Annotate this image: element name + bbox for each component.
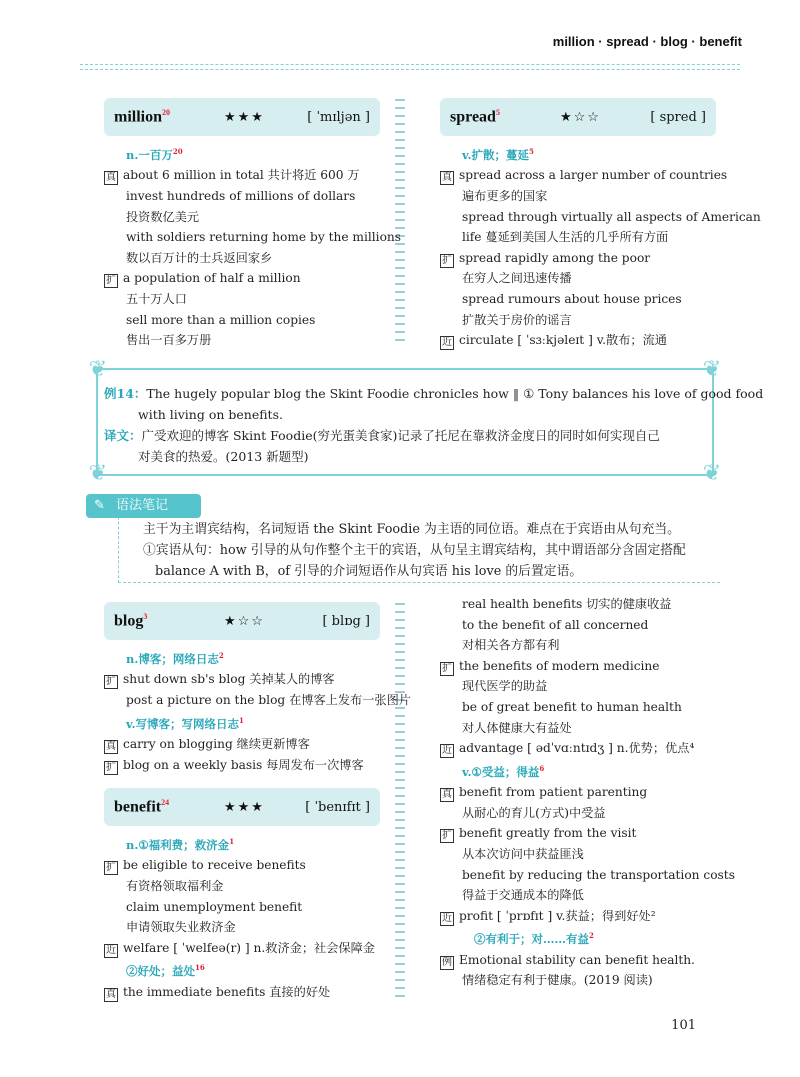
label-tag-icon: 真 [442,789,452,801]
label-tag-icon: 近 [442,337,452,349]
entry-line: 现代医学的助益 [462,679,548,694]
entry-line: 真 benefit from patient parenting [442,785,648,801]
entry-line: 数以百万计的士兵返回家乡 [126,250,273,265]
entry-line: v.扩散；蔓延$^5$ [462,147,534,162]
entry-line: invest hundreds of millions of dollars [126,189,356,204]
phonetic: [ ˈmɪljən ] [307,109,370,125]
ornament-icon: ❦ [88,357,108,382]
entry-line: 近 welfare [ ˈwelfeə(r) ] n.救济金；社会保障金 [106,940,375,956]
entry-million [104,98,402,351]
entry-line: sell more than a million copies [126,312,316,327]
entry-line: 扩 shut down sb's blog 关掉某人的博客 [106,672,335,688]
entry-line: n.博客；网络日志$^2$ [126,651,224,666]
entry-line: to the benefit of all concerned [462,617,649,632]
entry-line: 售出一百多万册 [126,333,212,348]
word-card [104,98,380,136]
entry-line: n.一百万$^{20}$ [126,147,183,162]
entry-blog [104,602,411,775]
column-divider [395,600,405,1000]
word-card [104,788,380,826]
label-tag-icon: 扩 [106,761,116,773]
entry-line: v.①受益；得益$^6$ [462,763,545,779]
label-tag-icon: 近 [106,944,116,956]
word-card [440,98,716,136]
phonetic: [ blɒg ] [322,613,370,629]
ornament-icon: ❦ [702,461,722,486]
phonetic: [ ˈbenɪfɪt ] [305,799,370,815]
entry-line: 真 spread across a larger number of countries [442,168,728,184]
headword: million$^{20}$ [114,107,171,126]
column-divider [395,96,405,346]
frequency-stars: ★★★ [224,799,265,815]
entry-line: claim unemployment benefit [126,899,303,914]
entry-line: 近 advantage [ ədˈvɑːntɪdʒ ] n.优势；优点⁴ [442,741,695,757]
entry-line: benefit by reducing the transportation costs [462,867,735,882]
entry-line: v.写博客；写网络日志$^1$ [126,715,244,731]
entry-line: 扩 blog on a weekly basis 每周发布一次博客 [106,757,364,773]
label-tag-icon: 近 [442,912,452,924]
entry-line: real health benefits 切实的健康收益 [462,597,672,611]
entry-line: 投资数亿美元 [126,209,200,224]
grammar-line: ①宾语从句：how 引导的从句作整个主干的宾语，从句呈主谓宾结构，其中谓语部分含固定搭配 [143,543,686,558]
label-tag-icon: 真 [442,172,452,184]
entry-benefit [104,788,380,1002]
entry-line: ②好处；益处$^{16}$ [126,963,205,979]
header-rule [80,64,740,70]
label-tag-icon: 扩 [106,676,116,688]
entry-line: 近 circulate [ ˈsɜːkjəleɪt ] v.散布；流通 [442,333,667,349]
headword: benefit$^{24}$ [114,797,170,816]
entry-line: be of great benefit to human health [462,699,682,714]
headword: spread$^5$ [450,107,500,126]
label-tag-icon: 扩 [106,862,116,874]
label-tag-icon: 扩 [442,254,452,266]
label-tag-icon: 扩 [442,662,452,674]
entry-line: spread rumours about house prices [462,291,682,306]
headword: blog$^3$ [114,611,148,630]
entry-line: life 蔓延到美国人生活的几乎所有方面 [462,230,669,245]
entry-line: 扩 benefit greatly from the visit [442,826,637,842]
frequency-stars: ★☆☆ [560,109,601,125]
entry-line: 申请领取失业救济金 [126,920,236,935]
frequency-stars: ★★★ [224,109,265,125]
frequency-stars: ★☆☆ [224,613,265,629]
label-tag-icon: 近 [442,745,452,757]
entry-line: 对人体健康大有益处 [462,720,572,735]
label-tag-icon: 例 [442,956,452,968]
entry-line: 扩 the benefits of modern medicine [442,658,660,674]
entry-lines [104,646,411,775]
ornament-icon: ❦ [88,461,108,486]
entry-line: 从耐心的育儿(方式)中受益 [462,805,606,820]
ornament-icon: ❦ [702,357,722,382]
label-tag-icon: 真 [106,988,116,1000]
entry-lines [104,832,380,1002]
entry-line: 五十万人口 [126,291,187,306]
entry-line: with soldiers returning home by the millions [126,230,402,245]
label-tag-icon: 真 [106,741,116,753]
label-tag-icon: 扩 [442,830,452,842]
pen-icon: ✎ [94,498,105,513]
entry-line: 扩 spread rapidly among the poor [442,250,651,266]
example-sentence: 例14：The hugely popular blog the Skint Foodie chronicles how ‖ ① Tony balances his love of good food [104,386,764,401]
entry-benefit-continued [440,594,735,991]
page-number: 101 [671,1018,696,1033]
word-card [104,602,380,640]
entry-line: 真 carry on blogging 继续更新博客 [106,737,310,753]
grammar-line: balance A with B，of 引导的介词短语作从句宾语 his love 的后置定语。 [155,564,583,579]
phonetic: [ spred ] [650,109,706,125]
label-tag-icon: 扩 [106,275,116,287]
translation-cont: 对美食的热爱。(2013 新题型) [138,449,309,464]
entry-line: 得益于交通成本的降低 [462,888,584,903]
running-header: million · spread · blog · benefit [552,34,742,49]
entry-line: 有资格领取福利金 [126,879,224,894]
entry-line: 例 Emotional stability can benefit health. [442,952,696,968]
entry-line: ②有利于；对……有益$^2$ [474,931,594,947]
grammar-line: 主干为主谓宾结构，名词短语 the Skint Foodie 为主语的同位语。难点在于宾语由从句充当。 [143,522,680,537]
entry-line: 在穷人之间迅速传播 [462,271,572,286]
entry-line: 真 the immediate benefits 直接的好处 [106,984,331,1000]
entry-lines [440,142,761,351]
entry-line: 扩 be eligible to receive benefits [106,858,306,874]
entry-spread [440,98,761,351]
entry-line: 从本次访问中获益匪浅 [462,846,584,861]
example-box [88,357,764,486]
entry-line: 扩 a population of half a million [106,271,301,287]
example-sentence-cont: with living on benefits. [138,407,283,422]
entry-line: n.①福利费；救济金$^1$ [126,837,235,852]
entry-line: 遍布更多的国家 [462,189,548,204]
label-tag-icon: 真 [106,172,116,184]
grammar-note-label: ✎ 语法笔记 [86,494,201,518]
entry-line: 情绪稳定有利于健康。(2019 阅读) [462,973,653,988]
entry-line: spread through virtually all aspects of American [462,209,761,224]
entry-line: post a picture on the blog 在博客上发布一张图片 [126,693,411,708]
entry-line: 扩散关于房价的谣言 [462,312,572,327]
entry-line: 对相关各方都有利 [462,638,560,653]
entry-line: 近 profit [ ˈprɒfɪt ] v.获益；得到好处² [442,908,656,924]
translation: 译文：广受欢迎的博客 Skint Foodie(穷光蛋美食家)记录了托尼在靠救济金度日的同时如何实现自己 [104,428,660,443]
entry-line: 真 about 6 million in total 共计将近 600 万 [106,168,360,184]
entry-lines [440,594,735,991]
entry-lines [104,142,402,351]
